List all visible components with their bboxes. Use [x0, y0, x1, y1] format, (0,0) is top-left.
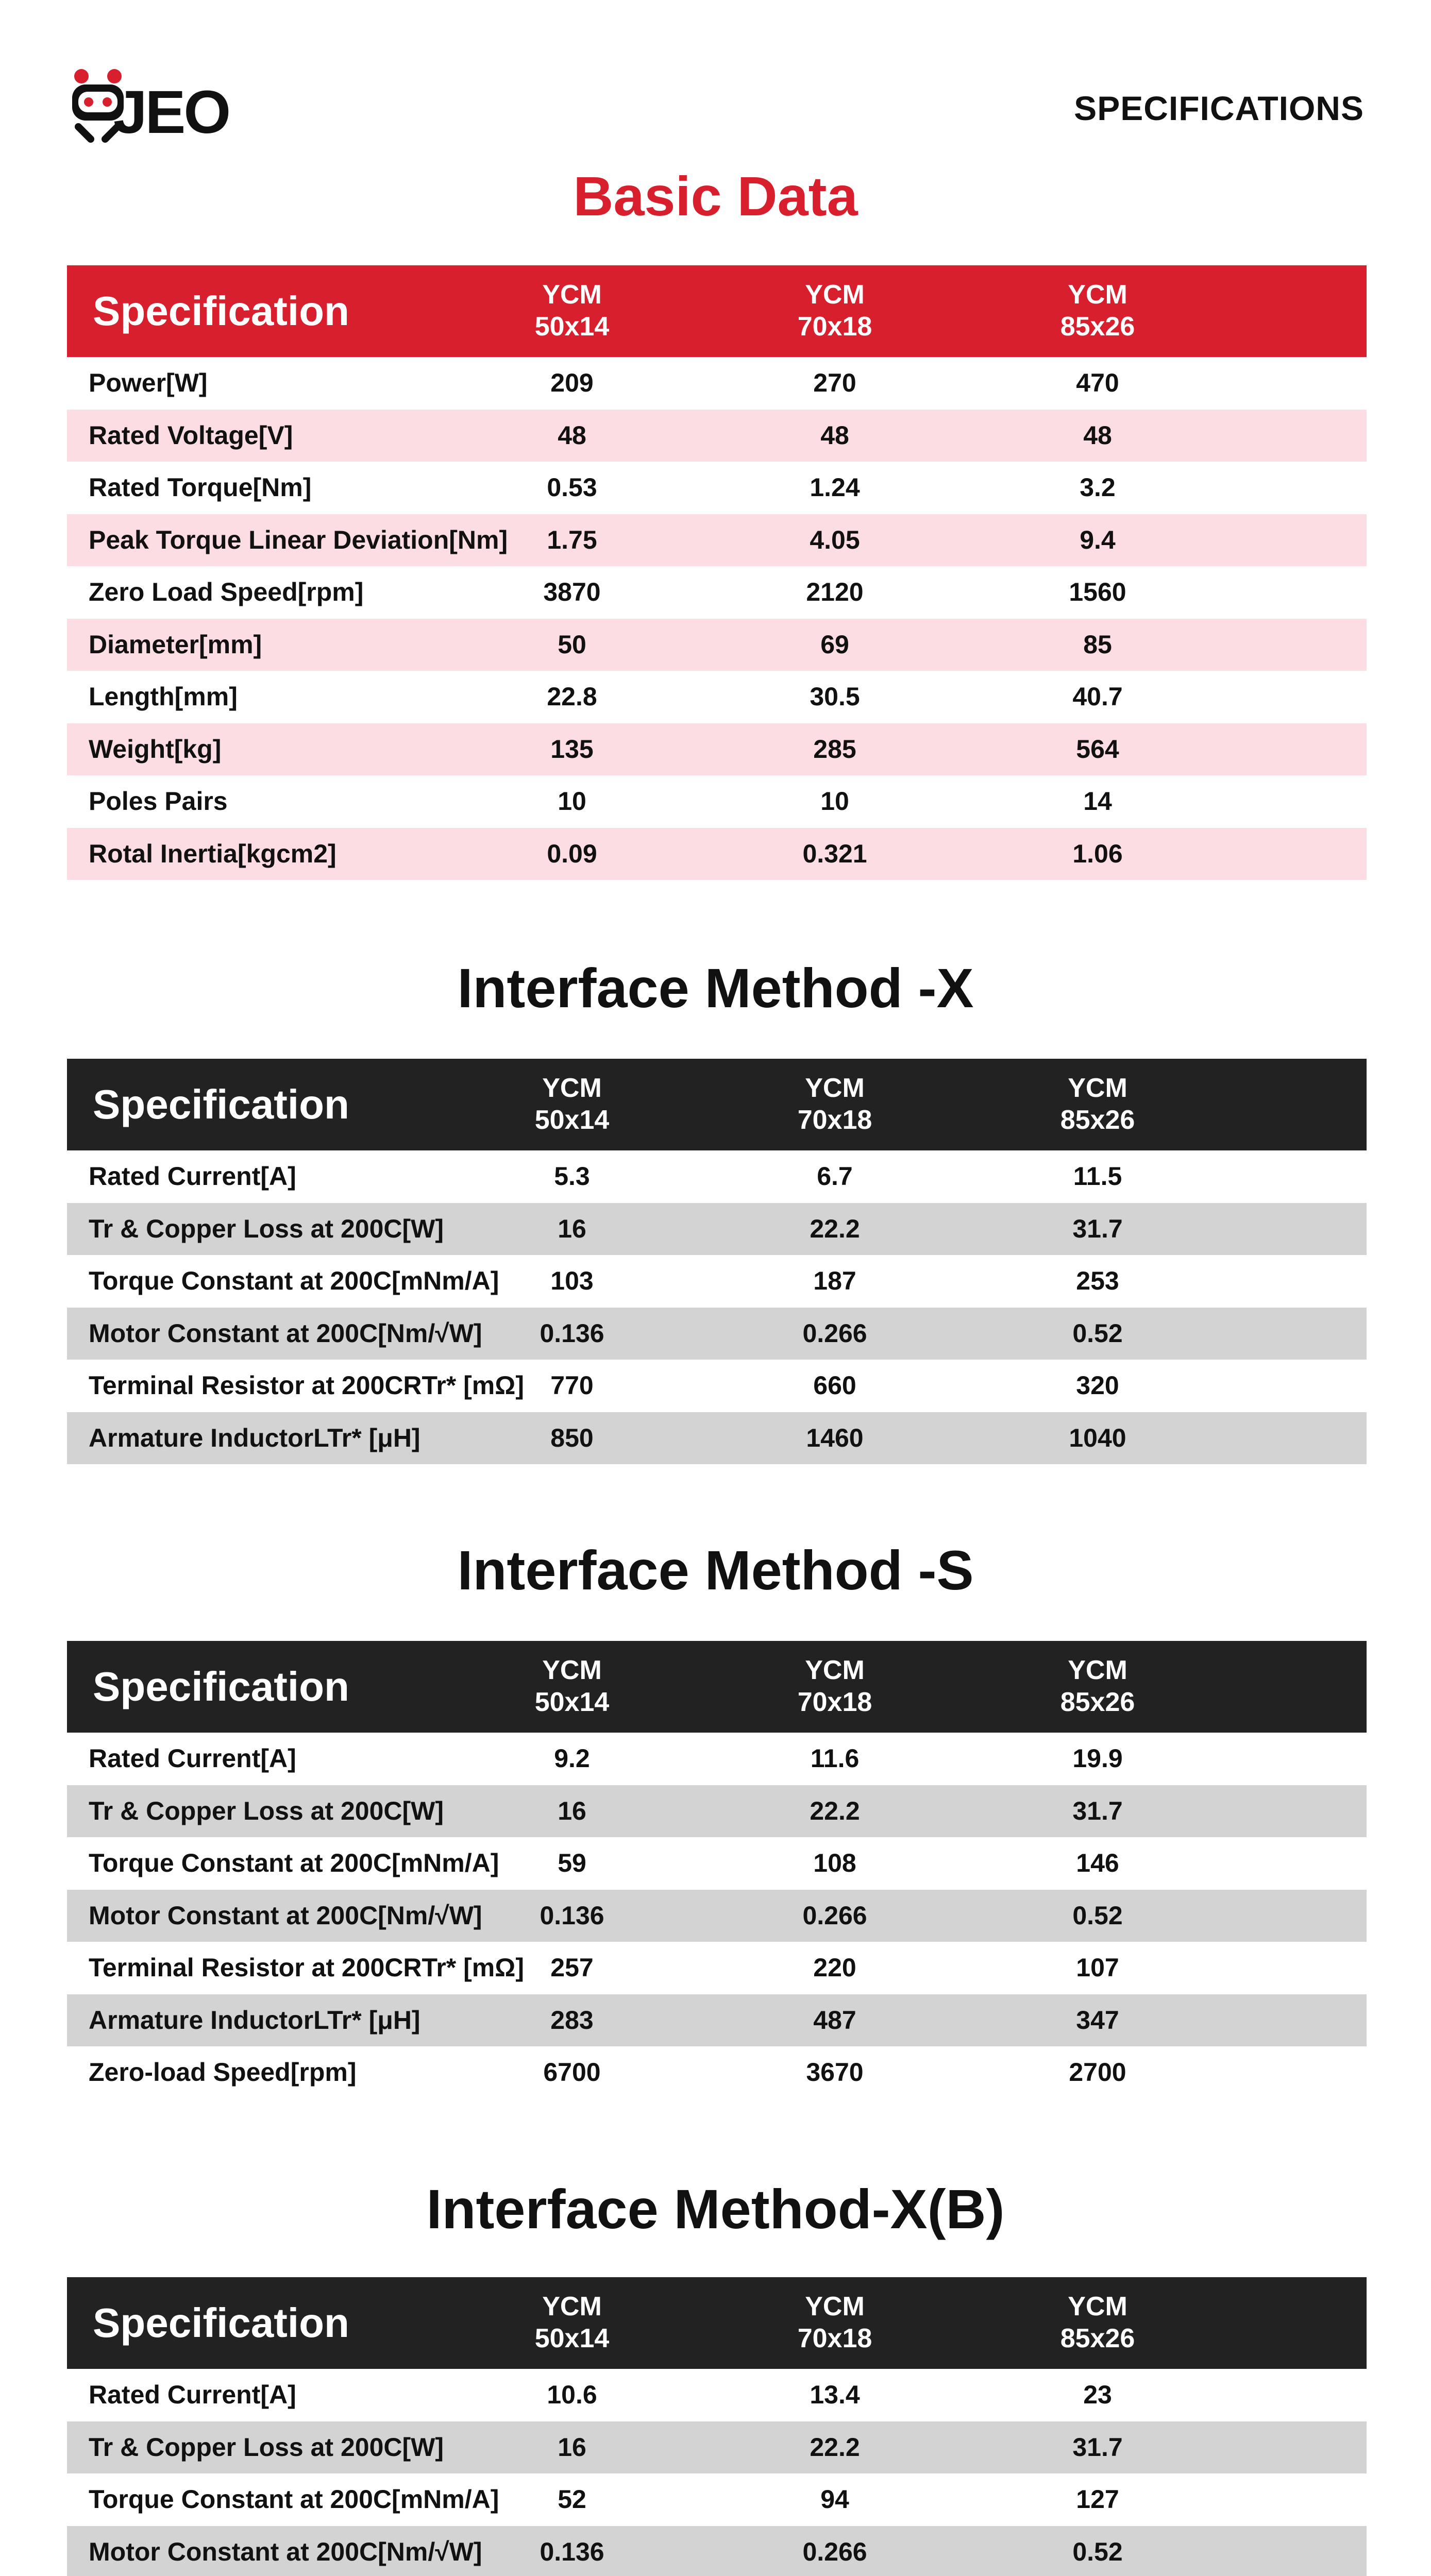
section-title-interface-s: Interface Method -S [457, 1539, 974, 1601]
row-value: 23 [1083, 2380, 1112, 2409]
row-value: 127 [1076, 2485, 1119, 2514]
row-value: 48 [558, 420, 586, 450]
row-label: Rated Voltage[V] [89, 420, 293, 450]
row-value: 59 [558, 1849, 586, 1877]
table-row [67, 566, 1367, 619]
row-value: 6.7 [817, 1162, 853, 1191]
row-value: 3.2 [1080, 473, 1116, 502]
table-row [67, 1994, 1367, 2047]
table-row [67, 1733, 1367, 1785]
row-label: Peak Torque Linear Deviation[Nm] [89, 525, 508, 554]
row-value: 0.52 [1072, 1901, 1123, 1930]
column-header-line: 50x14 [534, 2324, 610, 2353]
row-value: 770 [550, 1371, 594, 1400]
row-value: 0.266 [802, 1318, 867, 1348]
table-row [67, 2369, 1367, 2421]
row-value: 9.2 [554, 1744, 590, 1773]
column-header-line: 85x26 [1060, 312, 1135, 342]
column-header-line: 70x18 [797, 1687, 872, 1717]
row-value: 0.52 [1072, 1318, 1123, 1348]
row-value: 0.136 [540, 1901, 604, 1930]
row-value: 1560 [1069, 578, 1126, 606]
row-value: 1.75 [547, 525, 597, 554]
table-row [67, 828, 1367, 880]
column-header-line: YCM [805, 2292, 865, 2321]
column-header [995, 1654, 1201, 1718]
table-row [67, 1785, 1367, 1838]
row-value: 16 [558, 1796, 586, 1825]
table-row [67, 1308, 1367, 1360]
table-row [67, 1203, 1367, 1256]
row-value: 16 [558, 2432, 586, 2462]
row-value: 1.06 [1072, 839, 1123, 868]
row-value: 31.7 [1072, 1214, 1123, 1243]
row-value: 0.09 [547, 839, 597, 868]
table-interface-x [67, 1059, 1367, 1464]
column-header-line: 85x26 [1060, 1687, 1135, 1717]
row-value: 2700 [1069, 2058, 1126, 2087]
row-value: 270 [813, 368, 856, 397]
column-header-line: 50x14 [534, 1687, 610, 1717]
column-header-line: 70x18 [797, 2324, 872, 2353]
column-header [732, 1654, 938, 1718]
table-row [67, 2046, 1367, 2099]
row-label: Rated Current[A] [89, 1162, 296, 1191]
column-header-line: YCM [1068, 280, 1127, 310]
row-value: 85 [1083, 630, 1112, 659]
row-value: 31.7 [1072, 1796, 1123, 1825]
row-label: Terminal Resistor at 200CRTr* [mΩ] [89, 1371, 524, 1400]
row-value: 1460 [806, 1423, 864, 1452]
column-header [995, 2291, 1201, 2354]
brand-wordmark: JEO [113, 78, 229, 146]
column-header-line: YCM [805, 280, 865, 310]
row-value: 209 [550, 368, 594, 397]
page-header [0, 0, 1431, 170]
column-header [469, 1072, 675, 1136]
column-header [995, 1072, 1201, 1136]
row-label: Armature InductorLTr* [μH] [89, 1423, 420, 1452]
row-label: Rotal Inertia[kgcm2] [89, 839, 336, 868]
row-value: 285 [813, 734, 856, 764]
column-header-line: 70x18 [797, 312, 872, 342]
row-value: 660 [813, 1371, 856, 1400]
row-value: 187 [813, 1266, 856, 1295]
table-header [67, 1641, 1367, 1733]
row-value: 347 [1076, 2005, 1119, 2035]
row-value: 52 [558, 2485, 586, 2514]
row-value: 107 [1076, 1953, 1119, 1982]
row-value: 0.136 [540, 1318, 604, 1348]
table-row [67, 671, 1367, 723]
column-header-line: YCM [542, 1655, 602, 1685]
row-value: 9.4 [1080, 525, 1116, 554]
row-value: 2120 [806, 578, 864, 606]
table-row [67, 723, 1367, 776]
table-row [67, 2473, 1367, 2526]
row-label: Motor Constant at 200C[Nm/√W] [89, 1318, 482, 1348]
row-label: Torque Constant at 200C[mNm/A] [89, 1266, 499, 1295]
spec-header: Specification [93, 1664, 349, 1709]
column-header [469, 279, 675, 343]
row-value: 50 [558, 630, 586, 659]
row-value: 3870 [543, 578, 601, 606]
row-value: 0.266 [802, 1901, 867, 1930]
row-value: 487 [813, 2005, 856, 2035]
row-value: 30.5 [810, 682, 860, 711]
table-row [67, 357, 1367, 410]
row-label: Torque Constant at 200C[mNm/A] [89, 1849, 499, 1877]
column-header-line: 70x18 [797, 1105, 872, 1135]
row-value: 10 [820, 787, 849, 816]
table-interface-s [67, 1641, 1367, 2099]
column-header-line: YCM [1068, 2292, 1127, 2321]
row-value: 6700 [543, 2058, 601, 2087]
row-label: Length[mm] [89, 682, 238, 711]
column-header-line: YCM [1068, 1655, 1127, 1685]
spec-header: Specification [93, 2300, 349, 2346]
row-value: 10 [558, 787, 586, 816]
row-value: 11.5 [1073, 1162, 1122, 1191]
row-label: Tr & Copper Loss at 200C[W] [89, 1214, 444, 1243]
row-label: Power[W] [89, 368, 208, 397]
column-header-line: YCM [542, 280, 602, 310]
row-value: 0.266 [802, 2537, 867, 2566]
row-label: Rated Current[A] [89, 1744, 296, 1773]
row-value: 4.05 [810, 525, 860, 554]
table-row [67, 2526, 1367, 2576]
row-value: 48 [1083, 420, 1112, 450]
row-value: 108 [813, 1849, 856, 1877]
row-value: 257 [550, 1953, 594, 1982]
column-header-line: YCM [805, 1073, 865, 1103]
table-row [67, 1360, 1367, 1412]
row-label: Weight[kg] [89, 734, 222, 764]
row-value: 470 [1076, 368, 1119, 397]
table-row [67, 775, 1367, 828]
row-value: 22.8 [547, 682, 597, 711]
row-value: 10.6 [547, 2380, 597, 2409]
column-header-line: 50x14 [534, 1105, 610, 1135]
row-label: Zero-load Speed[rpm] [89, 2058, 357, 2087]
row-value: 1.24 [810, 473, 860, 502]
row-value: 22.2 [810, 2432, 860, 2462]
table-row [67, 2421, 1367, 2474]
row-label: Motor Constant at 200C[Nm/√W] [89, 1901, 482, 1930]
column-header-line: YCM [1068, 1073, 1127, 1103]
row-value: 19.9 [1072, 1744, 1123, 1773]
row-value: 0.321 [802, 839, 867, 868]
row-value: 16 [558, 1214, 586, 1243]
table-row [67, 1942, 1367, 1994]
row-value: 94 [820, 2485, 849, 2514]
row-value: 146 [1076, 1849, 1119, 1877]
spec-header: Specification [93, 1081, 349, 1127]
row-label: Rated Torque[Nm] [89, 473, 312, 502]
row-value: 135 [550, 734, 594, 764]
column-header-line: YCM [542, 1073, 602, 1103]
row-value: 1040 [1069, 1423, 1126, 1452]
row-value: 253 [1076, 1266, 1119, 1295]
column-header [995, 279, 1201, 343]
row-value: 564 [1076, 734, 1119, 764]
column-header [469, 1654, 675, 1718]
column-header-line: YCM [542, 2292, 602, 2321]
row-value: 22.2 [810, 1796, 860, 1825]
section-title-interface-x: Interface Method -X [457, 957, 974, 1019]
row-label: Tr & Copper Loss at 200C[W] [89, 2432, 444, 2462]
row-value: 0.53 [547, 473, 597, 502]
row-value: 69 [820, 630, 849, 659]
row-label: Motor Constant at 200C[Nm/√W] [89, 2537, 482, 2566]
table-interface-xb [67, 2277, 1367, 2576]
column-header-line: YCM [805, 1655, 865, 1685]
table-row [67, 514, 1367, 567]
row-value: 0.52 [1072, 2537, 1123, 2566]
row-value: 48 [820, 420, 849, 450]
page-label: SPECIFICATIONS [1074, 89, 1364, 127]
section-title-interface-xb: Interface Method-X(B) [426, 2178, 1005, 2240]
row-label: Rated Current[A] [89, 2380, 296, 2409]
row-value: 0.136 [540, 2537, 604, 2566]
table-header [67, 1059, 1367, 1150]
section-title-basic-data: Basic Data [573, 165, 858, 227]
table-row [67, 1412, 1367, 1465]
table-basic-data [67, 265, 1367, 880]
row-value: 22.2 [810, 1214, 860, 1243]
row-value: 320 [1076, 1371, 1119, 1400]
table-row [67, 619, 1367, 671]
column-header [469, 2291, 675, 2354]
row-label: Zero Load Speed[rpm] [89, 578, 364, 606]
table-row [67, 1150, 1367, 1203]
column-header [732, 1072, 938, 1136]
column-header-line: 50x14 [534, 312, 610, 342]
row-label: Poles Pairs [89, 787, 228, 816]
column-header [732, 279, 938, 343]
row-value: 283 [550, 2005, 594, 2035]
table-row [67, 1837, 1367, 1890]
row-label: Tr & Copper Loss at 200C[W] [89, 1796, 444, 1825]
row-value: 40.7 [1072, 682, 1123, 711]
row-value: 3670 [806, 2058, 864, 2087]
row-value: 220 [813, 1953, 856, 1982]
column-header [732, 2291, 938, 2354]
column-header-line: 85x26 [1060, 2324, 1135, 2353]
table-row [67, 410, 1367, 462]
table-header [67, 265, 1367, 357]
row-label: Terminal Resistor at 200CRTr* [mΩ] [89, 1953, 524, 1982]
row-value: 31.7 [1072, 2432, 1123, 2462]
row-value: 5.3 [554, 1162, 590, 1191]
table-row [67, 1255, 1367, 1308]
column-header-line: 85x26 [1060, 1105, 1135, 1135]
row-label: Diameter[mm] [89, 630, 262, 659]
spec-header: Specification [93, 288, 349, 334]
row-value: 11.6 [810, 1744, 860, 1773]
row-label: Armature InductorLTr* [μH] [89, 2005, 420, 2035]
table-header [67, 2277, 1367, 2369]
table-row [67, 1890, 1367, 1942]
row-value: 13.4 [810, 2380, 860, 2409]
table-row [67, 462, 1367, 514]
row-value: 14 [1083, 787, 1112, 816]
row-value: 850 [550, 1423, 594, 1452]
row-label: Torque Constant at 200C[mNm/A] [89, 2485, 499, 2514]
row-value: 103 [550, 1266, 594, 1295]
